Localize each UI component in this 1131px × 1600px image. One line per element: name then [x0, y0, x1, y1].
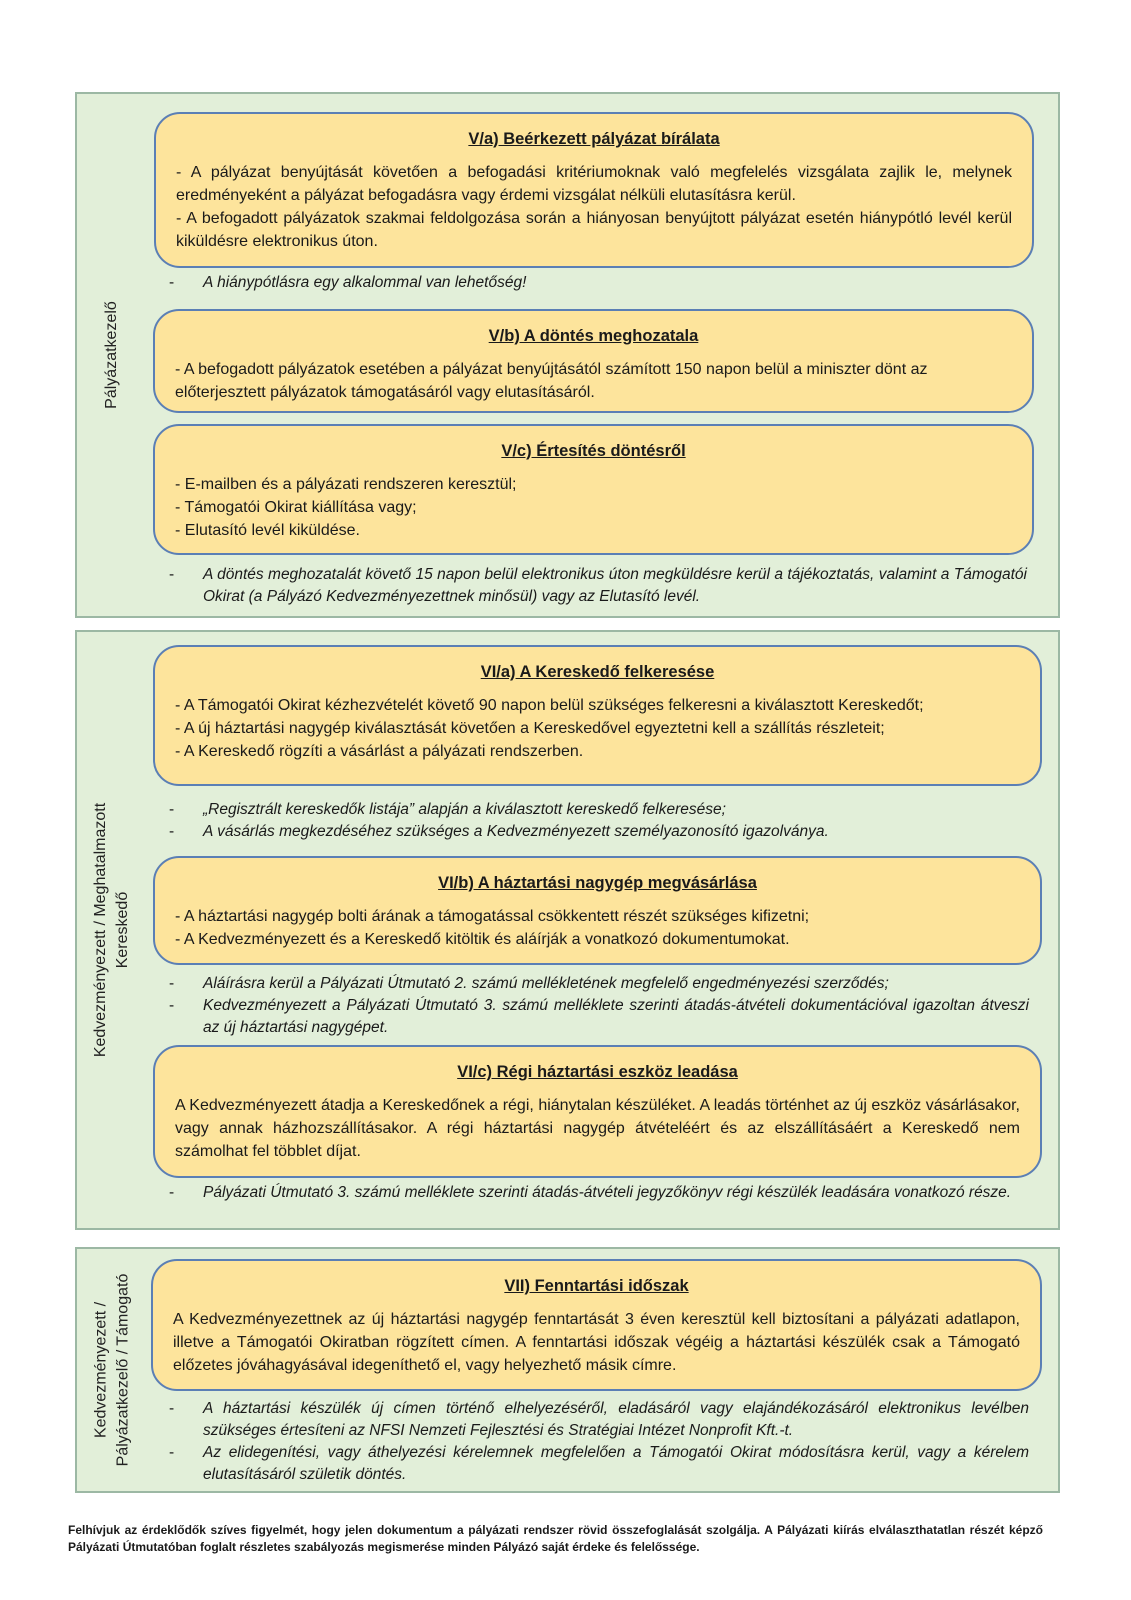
card-title: V/c) Értesítés döntésről: [501, 442, 686, 460]
card-vi-c: [153, 1045, 1042, 1178]
card-body: [175, 905, 1020, 951]
card-line: A Kedvezményezettnek az új háztartási nagygép fenntartását 3 éven keresztül kell biztosítani a pályázati adatlapon, illetve a Támogatói Okiratban rögzített címen. A fenntartási időszak végéig a háztartási készülék csak a Támogató előzetes jóváhagyásával idegeníthető el, vagy helyezhető másik címre.: [173, 1311, 1020, 1374]
section-palyazatkezelo: [75, 92, 1060, 618]
section-label: [77, 94, 147, 616]
note-item: - Kedvezményezett a Pályázati Útmutató 3. számú melléklete szerinti átadás-átvételi dokumentációval igazoltan átveszi az új háztartási nagygépet.: [169, 997, 1029, 1036]
card-line: - A befogadott pályázatok szakmai feldolgozása során a hiányosan benyújtott pályázat esetén hiánypótló levél kerül kiküldésre elektronikus úton.: [176, 210, 1012, 250]
card-title: V/a) Beérkezett pályázat bírálata: [468, 130, 720, 148]
card-v-a: [154, 112, 1034, 268]
note-item: - A háztartási készülék új címen történő elhelyezéséről, eladásáról vagy elajándékozásáról elektronikus levélben szükséges értesíteni az NFSI Nemzeti Fejlesztési és Stratégiai Intézet Nonprofit Kft.-t.: [169, 1400, 1029, 1439]
card-line: A Kedvezményezett átadja a Kereskedőnek a régi, hiánytalan készüléket. A leadás történhet az új eszköz vásárlásakor, vagy annak házhozszállításakor. A régi háztartási nagygép átvételéért és az elszállításáért a Kereskedő nem számolhat fel többlet díjat.: [175, 1097, 1020, 1160]
card-body: [175, 1094, 1020, 1163]
section-label: [77, 632, 147, 1228]
section-label-text: Pályázatkezelő: [103, 301, 120, 409]
note-item: - Az elidegenítési, vagy áthelyezési kérelemnek megfelelően a Támogatói Okirat módosításra kerül, vagy a kérelem elutasításáról születik döntés.: [169, 1444, 1029, 1483]
note-item: - A döntés meghozatalát követő 15 napon belül elektronikus úton megküldésre kerül a tájékoztatás, valamint a Támogatói Okirat (a Pályázó Kedvezményezettnek minősül) vagy az Elutasító levél.: [169, 566, 1027, 605]
card-line: - A Kedvezményezett és a Kereskedő kitöltik és aláírják a vonatkozó dokumentumokat.: [175, 931, 790, 948]
section-label-text: Kedvezményezett / Meghatalmazott Kereskedő: [92, 802, 132, 1058]
card-body: [175, 694, 1020, 763]
card-vii: [151, 1259, 1042, 1391]
note-v-a: [169, 272, 1029, 294]
card-line: - A befogadott pályázatok esetében a pályázat benyújtásától számított 150 napon belül a miniszter dönt az előterjesztett pályázatok támogatásáról vagy elutasításáról.: [175, 361, 928, 401]
card-line: - A Támogatói Okirat kézhezvételét követő 90 napon belül szükséges felkeresni a kiválasztott Kereskedőt;: [175, 697, 924, 714]
card-body: [176, 161, 1012, 253]
note-v-c: [169, 564, 1027, 608]
note-vii: [169, 1398, 1029, 1486]
section-label: [77, 1249, 147, 1491]
card-line: - A Kereskedő rögzíti a vásárlást a pályázati rendszerben.: [175, 743, 584, 760]
card-title: V/b) A döntés meghozatala: [488, 327, 699, 345]
card-body: [175, 473, 1012, 542]
note-vi-c: [169, 1182, 1029, 1204]
card-title: VII) Fenntartási időszak: [504, 1277, 689, 1295]
note-item: - Pályázati Útmutató 3. számú melléklete szerinti átadás-átvételi jegyzőkönyv régi készülék leadására vonatkozó része.: [169, 1184, 1012, 1201]
note-vi-a: [169, 799, 1029, 843]
footer-disclaimer: Felhívjuk az érdeklődők szíves figyelmét, hogy jelen dokumentum a pályázati rendszer rövid összefoglalását szolgálja. A Pályázati kiírás elválaszthatatlan részét képző Pályázati Útmutatóban foglalt részletes szabályozás megismerése minden Pályázó saját érdeke és felelőssége.: [68, 1523, 1043, 1554]
card-title: VI/b) A háztartási nagygép megvásárlása: [438, 874, 757, 892]
note-vi-b: [169, 973, 1029, 1039]
card-v-b: [153, 309, 1034, 413]
card-title: VI/a) A Kereskedő felkeresése: [480, 663, 715, 681]
card-body: [175, 358, 1012, 404]
card-line: - A új háztartási nagygép kiválasztását követően a Kereskedővel egyeztetni kell a szállítás részleteit;: [175, 720, 885, 737]
note-item: - „Regisztrált kereskedők listája” alapján a kiválasztott kereskedő felkeresése;: [169, 801, 726, 818]
card-line: - E-mailben és a pályázati rendszeren keresztül;: [175, 476, 517, 493]
note-item: - A hiánypótlásra egy alkalommal van lehetőség!: [169, 274, 527, 291]
card-v-c: [153, 424, 1034, 555]
card-vi-a: [153, 645, 1042, 786]
card-line: - Támogatói Okirat kiállítása vagy;: [175, 499, 417, 516]
card-line: - A pályázat benyújtását követően a befogadási kritériumoknak való megfelelés vizsgálata zajlik le, melynek eredményeként a pályázat befogadásra vagy érdemi vizsgálat nélküli elutasításra kerül.: [176, 164, 1012, 204]
card-title: VI/c) Régi háztartási eszköz leadása: [457, 1063, 738, 1081]
card-line: - Elutasító levél kiküldése.: [175, 522, 360, 539]
note-item: - Aláírásra kerül a Pályázati Útmutató 2. számú mellékletének megfelelő engedményezési szerződés;: [169, 975, 889, 992]
card-line: - A háztartási nagygép bolti árának a támogatással csökkentett részét szükséges kifizetni;: [175, 908, 810, 925]
section-kedvezmenyezett-kereskedo: [75, 630, 1060, 1230]
card-body: [173, 1308, 1020, 1377]
note-item: - A vásárlás megkezdéséhez szükséges a Kedvezményezett személyazonosító igazolványa.: [169, 823, 829, 840]
section-fenntartas: [75, 1247, 1060, 1493]
card-vi-b: [153, 856, 1042, 965]
section-label-text: Kedvezményezett / Pályázatkezelő / Támogató: [92, 1273, 132, 1467]
